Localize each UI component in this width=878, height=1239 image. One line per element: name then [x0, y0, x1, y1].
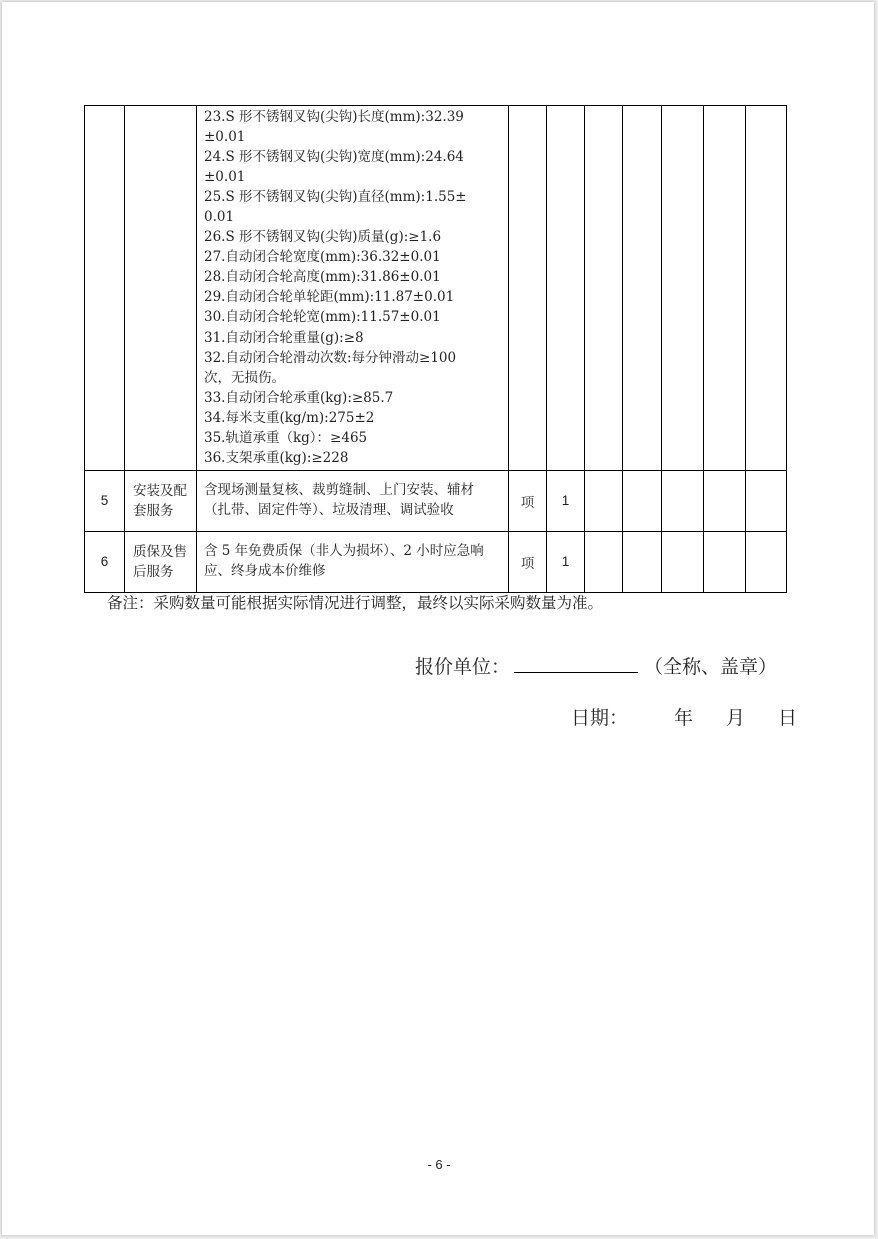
quote-unit-line	[415, 652, 777, 679]
cell-name	[125, 106, 197, 471]
cell-empty	[623, 531, 662, 592]
spec-line: 26.S 形不锈钢叉钩(尖钩)质量(g):≥1.6	[204, 229, 442, 246]
cell-empty	[746, 531, 787, 592]
date-month: 月	[726, 707, 746, 729]
cell-qty: 1	[547, 470, 585, 531]
page-number: - 6 -	[427, 1157, 451, 1172]
spec-line: 34.每米支重(kg/m):275±2	[204, 409, 375, 426]
cell-empty	[585, 470, 623, 531]
date-year: 年	[674, 707, 694, 729]
cell-seq: 5	[85, 470, 125, 531]
spec-table	[84, 105, 787, 593]
spec-line: 29.自动闭合轮单轮距(mm):11.87±0.01	[204, 289, 455, 306]
date-day: 日	[778, 707, 798, 729]
cell-empty	[704, 531, 746, 592]
cell-empty	[662, 106, 704, 471]
spec-line: 36.支架承重(kg):≥228	[204, 449, 349, 466]
spec-line: ±0.01	[204, 169, 246, 186]
spec-line: 24.S 形不锈钢叉钩(尖钩)宽度(mm):24.64	[204, 149, 464, 166]
spec-line: 次，无损伤。	[204, 369, 285, 386]
cell-empty	[704, 470, 746, 531]
spec-line: 27.自动闭合轮宽度(mm):36.32±0.01	[204, 249, 441, 266]
cell-desc: 含现场测量复核、裁剪缝制、上门安装、辅材（扎带、固定件等）、垃圾清理、调试验收	[197, 470, 509, 531]
spec-line: 30.自动闭合轮轮宽(mm):11.57±0.01	[204, 309, 441, 326]
quote-unit-suffix: （全称、盖章）	[644, 656, 778, 678]
cell-empty	[585, 106, 623, 471]
spec-line: 25.S 形不锈钢叉钩(尖钩)直径(mm):1.55±	[204, 189, 467, 206]
procurement-note: 备注：采购数量可能根据实际情况进行调整，最终以实际采购数量为准。	[107, 594, 604, 612]
cell-empty	[585, 531, 623, 592]
cell-name: 安装及配套服务	[125, 470, 197, 531]
cell-seq	[85, 106, 125, 471]
cell-empty	[623, 106, 662, 471]
table-row	[85, 470, 787, 531]
cell-desc: 含 5 年免费质保（非人为损坏）、2 小时应急响应、终身成本价维修	[197, 531, 509, 592]
spec-line: 31.自动闭合轮重量(g):≥8	[204, 329, 364, 346]
cell-empty	[623, 470, 662, 531]
cell-empty	[746, 470, 787, 531]
cell-name: 质保及售后服务	[125, 531, 197, 592]
quote-unit-label: 报价单位：	[415, 656, 511, 678]
spec-line: 35.轨道承重（kg）：≥465	[204, 429, 368, 446]
cell-empty	[704, 106, 746, 471]
date-line	[571, 703, 797, 730]
cell-unit: 项	[509, 531, 547, 592]
spec-line: 33.自动闭合轮承重(kg):≥85.7	[204, 389, 394, 406]
cell-qty: 1	[547, 531, 585, 592]
cell-qty	[547, 106, 585, 471]
date-label: 日期：	[571, 707, 629, 729]
cell-empty	[746, 106, 787, 471]
spec-line: 32.自动闭合轮滑动次数:每分钟滑动≥100	[204, 349, 457, 366]
cell-unit: 项	[509, 470, 547, 531]
spec-line: 28.自动闭合轮高度(mm):31.86±0.01	[204, 269, 441, 286]
table-row-continuation	[85, 106, 787, 471]
cell-empty	[662, 470, 704, 531]
spec-line: ±0.01	[204, 129, 246, 146]
spec-line: 23.S 形不锈钢叉钩(尖钩)长度(mm):32.39	[204, 109, 464, 125]
table-row	[85, 531, 787, 592]
quote-unit-blank[interactable]	[514, 652, 638, 673]
cell-empty	[662, 531, 704, 592]
cell-desc	[197, 106, 509, 471]
cell-seq: 6	[85, 531, 125, 592]
spec-line: 0.01	[204, 209, 235, 226]
cell-unit	[509, 106, 547, 471]
